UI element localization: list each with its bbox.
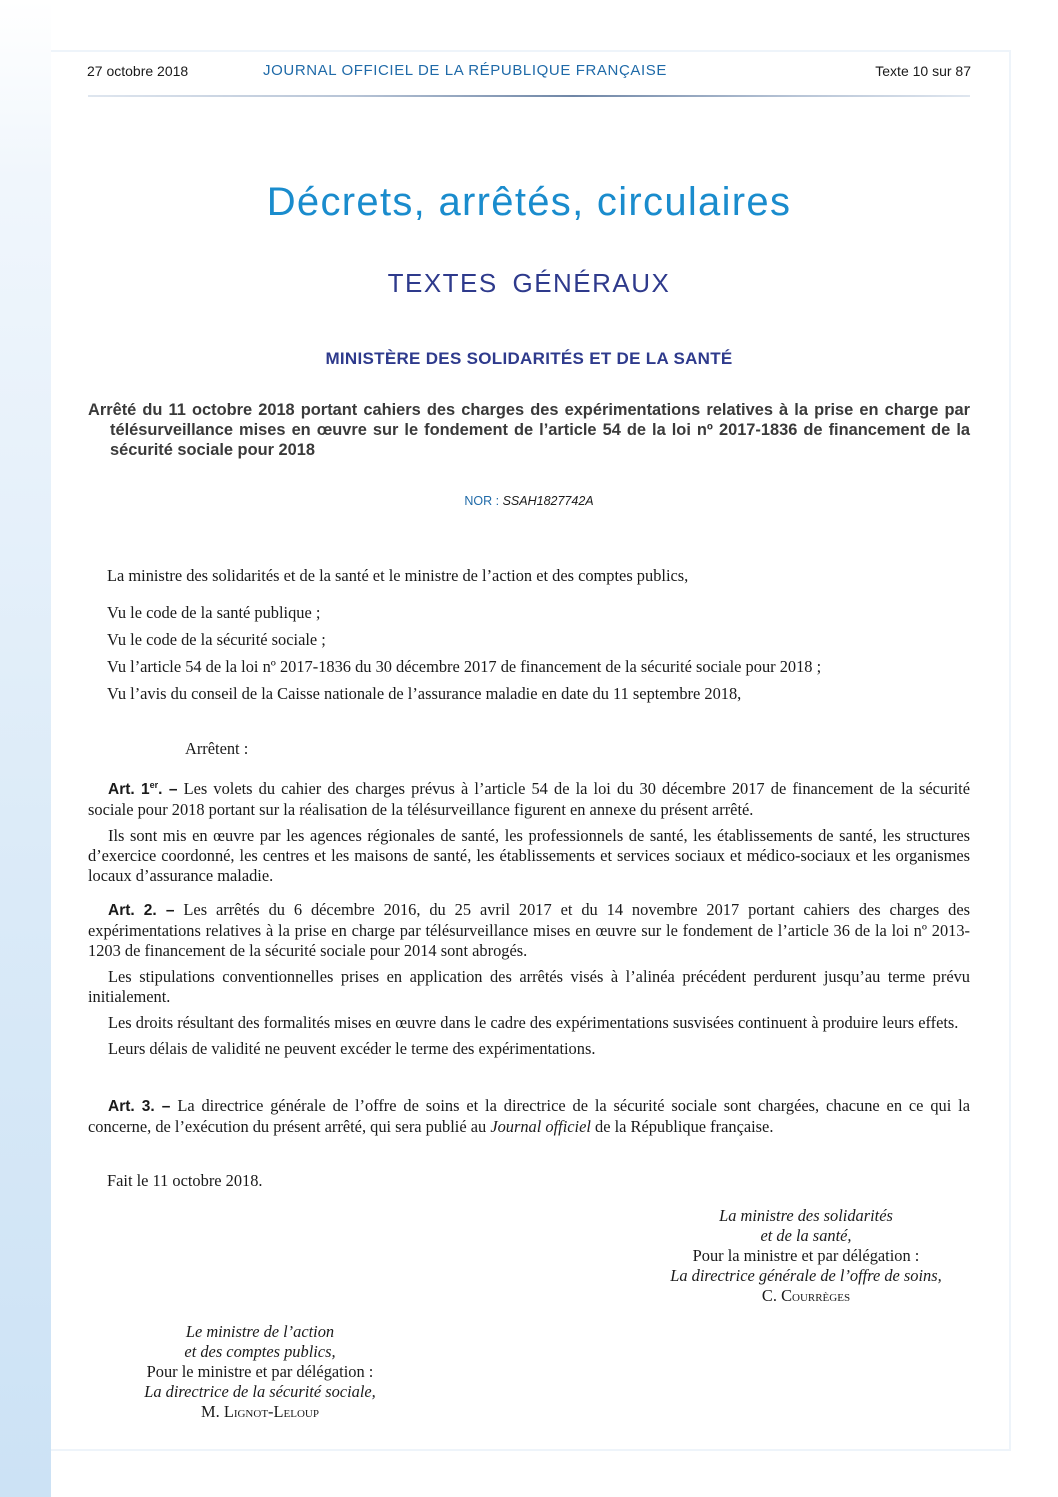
article-3-label: Art. 3. – — [108, 1098, 171, 1115]
article-2-label: Art. 2. – — [108, 902, 175, 919]
header-journal-title: JOURNAL OFFICIEL DE LA RÉPUBLIQUE FRANÇAISE — [263, 62, 667, 79]
article-1 — [88, 779, 970, 886]
article-1-label: Art. 1er. – — [108, 780, 178, 798]
signature-line: La directrice générale de l’offre de soins, — [670, 1266, 942, 1285]
signature-line: La ministre des solidarités — [719, 1206, 893, 1225]
article-2-paragraph: Les droits résultant des formalités mises en œuvre dans le cadre des expérimentations susvisées continuent à produire leurs effets. — [108, 1013, 959, 1032]
visa-item: Vu l’article 54 de la loi nº 2017-1836 du 30 décembre 2017 de financement de la sécurité sociale pour 2018 ; — [107, 657, 822, 676]
arrete-title: Arrêté du 11 octobre 2018 portant cahiers des charges des expérimentations relatives à la prise en charge par télésurveillance mises en œuvre sur le fondement de l’article 54 de la loi nº 2017-1836 de financement de la sécurité sociale pour 2018 — [88, 401, 970, 459]
article-1-paragraph: Ils sont mis en œuvre par les agences régionales de santé, les professionnels de santé, les établissements de santé, les structures d’exercice coordonné, les centres et les maisons de santé, les établissements et services sociaux et médico-sociaux et les organismes locaux d’assurance maladie. — [88, 826, 970, 885]
signature-line: et des comptes publics, — [184, 1342, 336, 1361]
article-2 — [88, 900, 970, 1059]
signature-line: La directrice de la sécurité sociale, — [144, 1382, 376, 1401]
header-rule — [88, 95, 970, 97]
visa-item: Vu le code de la sécurité sociale ; — [107, 630, 326, 649]
arretent: Arrêtent : — [185, 739, 249, 758]
signature-line: Pour le ministre et par délégation : — [146, 1362, 374, 1381]
header-date: 27 octobre 2018 — [87, 63, 189, 79]
section-title: Décrets, arrêtés, circulaires — [266, 180, 792, 224]
ministry-heading: MINISTÈRE DES SOLIDARITÉS ET DE LA SANTÉ — [325, 349, 733, 368]
article-1-paragraph: Art. 1er. – Les volets du cahier des charges prévus à l’article 54 de la loi du 30 décembre 2017 de financement de la sécurité sociale pour 2018 portant sur la réalisation de la télésurveillance figurent en annexe du présent arrêté. — [88, 779, 970, 819]
journal-officiel-italic: Journal officiel — [490, 1117, 591, 1136]
signature-line: et de la santé, — [760, 1226, 852, 1245]
article-2-paragraph: Les stipulations conventionnelles prises en application des arrêtés visés à l’alinéa précédent perdurent jusqu’au terme prévu initialement. — [88, 967, 970, 1006]
visa-item: Vu l’avis du conseil de la Caisse nationale de l’assurance maladie en date du 11 septembre 2018, — [107, 684, 742, 703]
page-header — [87, 63, 971, 83]
signatory-name: C. Courrèges — [761, 1286, 851, 1305]
nor-label: NOR : — [464, 494, 500, 508]
signature-block-public-accounts — [60, 1322, 460, 1422]
article-3 — [88, 1096, 970, 1137]
article-2-paragraph: Leurs délais de validité ne peuvent excéder le terme des expérimentations. — [108, 1039, 596, 1058]
signature-line: Le ministre de l’action — [185, 1322, 335, 1341]
signature-line: Pour la ministre et par délégation : — [692, 1246, 920, 1265]
nor-reference — [0, 494, 1058, 508]
signature-block-health — [600, 1206, 1012, 1306]
article-2-paragraph: Art. 2. – Les arrêtés du 6 décembre 2016, du 25 avril 2017 et du 14 novembre 2017 portant cahiers des charges des expérimentations relatives à la prise en charge par télésurveillance mises en œuvre sur le fondement de l’article 36 de la loi nº 2013-1203 de financement de la sécurité sociale pour 2014 sont abrogés. — [88, 900, 970, 960]
subsection-title: TEXTES GÉNÉRAUX — [387, 268, 671, 298]
nor-value: SSAH1827742A — [502, 494, 594, 508]
signatory-name: M. Lignot-Leloup — [201, 1402, 319, 1421]
done-at: Fait le 11 octobre 2018. — [107, 1171, 263, 1190]
visa-item: Vu le code de la santé publique ; — [107, 603, 321, 622]
header-text-number: Texte 10 sur 87 — [875, 63, 971, 79]
article-3-paragraph: Art. 3. – La directrice générale de l’offre de soins et la directrice de la sécurité sociale sont chargées, chacune en ce qui la concerne, de l’exécution du présent arrêté, qui sera publié au Journal officiel de la République française. — [88, 1096, 970, 1136]
preamble-intro: La ministre des solidarités et de la santé et le ministre de l’action et des comptes publics, — [107, 566, 689, 585]
